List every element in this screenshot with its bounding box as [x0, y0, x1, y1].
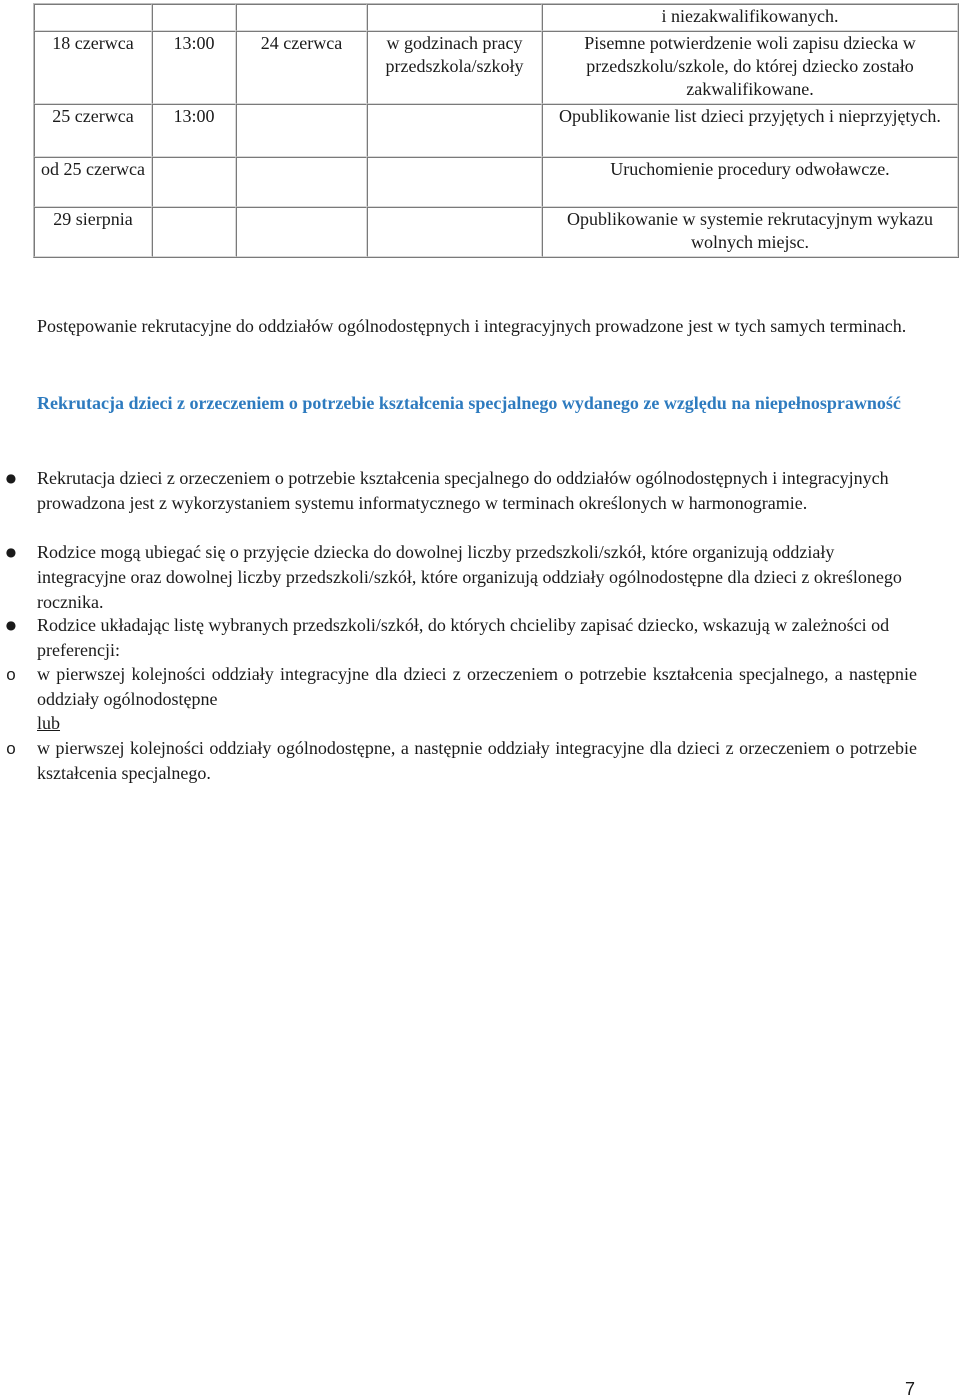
circle-bullet-icon: o [6, 739, 16, 758]
table-cell: 13:00 [152, 31, 236, 104]
table-cell: 13:00 [152, 104, 236, 157]
table-cell [236, 207, 367, 257]
table-cell: Opublikowanie w systemie rekrutacyjnym wykazu wolnych miejsc. [542, 207, 958, 257]
table-cell: Uruchomienie procedury odwoławcze. [542, 157, 958, 207]
list-item-text: Rekrutacja dzieci z orzeczeniem o potrzebie kształcenia specjalnego do oddziałów ogólnodostępnych i integracyjnych prowadzona jest z wykorzystaniem systemu informatycznego w terminach określonych w harmonogramie. [37, 468, 889, 513]
sub-list-item-text: w pierwszej kolejności oddziały integracyjne dla dzieci z orzeczeniem o potrzebie kształcenia specjalnego, a następnie oddziały ogólnodostępne [37, 664, 917, 709]
table-cell [236, 104, 367, 157]
bullet-icon: ● [5, 618, 17, 632]
table-cell: 29 sierpnia [34, 207, 152, 257]
table-row [34, 4, 958, 31]
table-cell [152, 157, 236, 207]
table-cell: 18 czerwca [34, 31, 152, 104]
table-cell [367, 104, 542, 157]
intro-paragraph: Postępowanie rekrutacyjne do oddziałów ogólnodostępnych i integracyjnych prowadzone jest w tych samych terminach. [37, 316, 907, 336]
bullet-icon: ● [5, 545, 17, 559]
table-row [34, 104, 958, 157]
section-heading: Rekrutacja dzieci z orzeczeniem o potrzebie kształcenia specjalnego wydanego ze względu na niepełnosprawność [37, 393, 901, 413]
table-cell: i niezakwalifikowanych. [542, 4, 958, 31]
table-cell [152, 4, 236, 31]
bullet-icon: ● [5, 471, 17, 485]
circle-bullet-icon: o [6, 665, 16, 684]
table-cell: w godzinach pracy przedszkola/szkoły [367, 31, 542, 104]
table-cell [367, 4, 542, 31]
table-cell: 24 czerwca [236, 31, 367, 104]
connector-text: lub [37, 713, 61, 733]
table-cell [236, 157, 367, 207]
table-cell: od 25 czerwca [34, 157, 152, 207]
table-cell [236, 4, 367, 31]
sub-list-item-text: w pierwszej kolejności oddziały ogólnodostępne, a następnie oddziały integracyjne dla dzieci z orzeczeniem o potrzebie kształcenia specjalnego. [37, 738, 917, 783]
table-row [34, 207, 958, 257]
table-row [34, 157, 958, 207]
page-number: 7 [904, 1379, 915, 1399]
list-item-text: Rodzice układając listę wybranych przedszkoli/szkół, do których chcieliby zapisać dziecko, wskazują w zależności od preferencji: [37, 615, 890, 660]
table-cell [367, 207, 542, 257]
schedule-table [33, 3, 959, 258]
table-cell [34, 4, 152, 31]
table-cell: Opublikowanie list dzieci przyjętych i nieprzyjętych. [542, 104, 958, 157]
table-cell [367, 157, 542, 207]
table-cell: 25 czerwca [34, 104, 152, 157]
table-row [34, 31, 958, 104]
table-cell: Pisemne potwierdzenie woli zapisu dziecka w przedszkolu/szkole, do której dziecko zostało zakwalifikowane. [542, 31, 958, 104]
list-item-text: Rodzice mogą ubiegać się o przyjęcie dziecka do dowolnej liczby przedszkoli/szkół, które organizują oddziały integracyjne oraz dowolnej liczby przedszkoli/szkół, które organizują oddziały ogólnodostępne dla dzieci z określonego rocznika. [37, 542, 902, 612]
table-cell [152, 207, 236, 257]
